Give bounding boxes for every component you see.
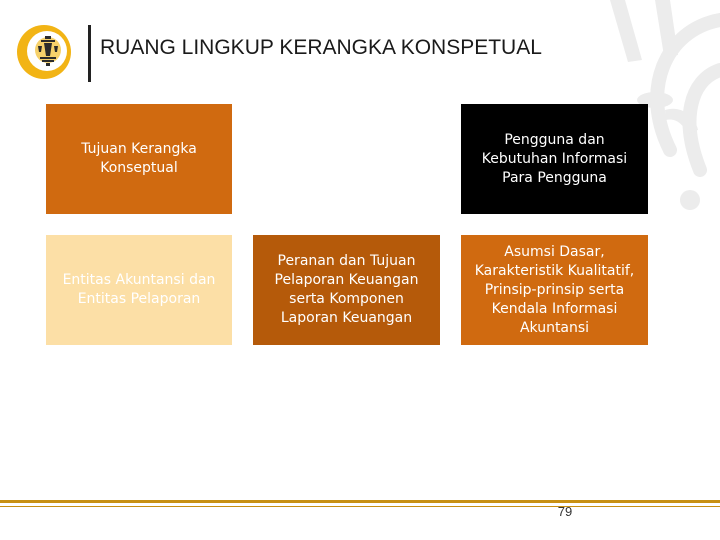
- box-pengguna-informasi: [461, 104, 648, 214]
- box-tujuan-kerangka: [46, 104, 232, 214]
- box-entitas-akuntansi: [46, 235, 232, 345]
- box-peranan-label: Peranan dan Tujuan Pelaporan Keuangan serta Komponen Laporan Keuangan: [274, 253, 419, 326]
- box-tujuan-label: Tujuan Kerangka Konseptual: [81, 141, 197, 176]
- page-title: RUANG LINGKUP KERANGKA KONSPETUAL: [100, 36, 542, 59]
- box-pengguna-label: Pengguna dan Kebutuhan Informasi Para Pengguna: [481, 131, 628, 186]
- footer-divider-thick: [0, 500, 720, 503]
- box-asumsi-dasar: [461, 235, 648, 345]
- box-peranan-tujuan: [253, 235, 440, 345]
- page-number: 79: [557, 504, 573, 519]
- box-asumsi-label: Asumsi Dasar, Karakteristik Kualitatif, Prinsip-prinsip serta Kendala Informasi Akuntansi: [474, 243, 635, 336]
- footer-divider-thin: [0, 506, 720, 507]
- box-entitas-label: Entitas Akuntansi dan Entitas Pelaporan: [62, 272, 216, 307]
- title-accent-bar: [88, 25, 91, 82]
- university-seal-logo-icon: [14, 22, 74, 82]
